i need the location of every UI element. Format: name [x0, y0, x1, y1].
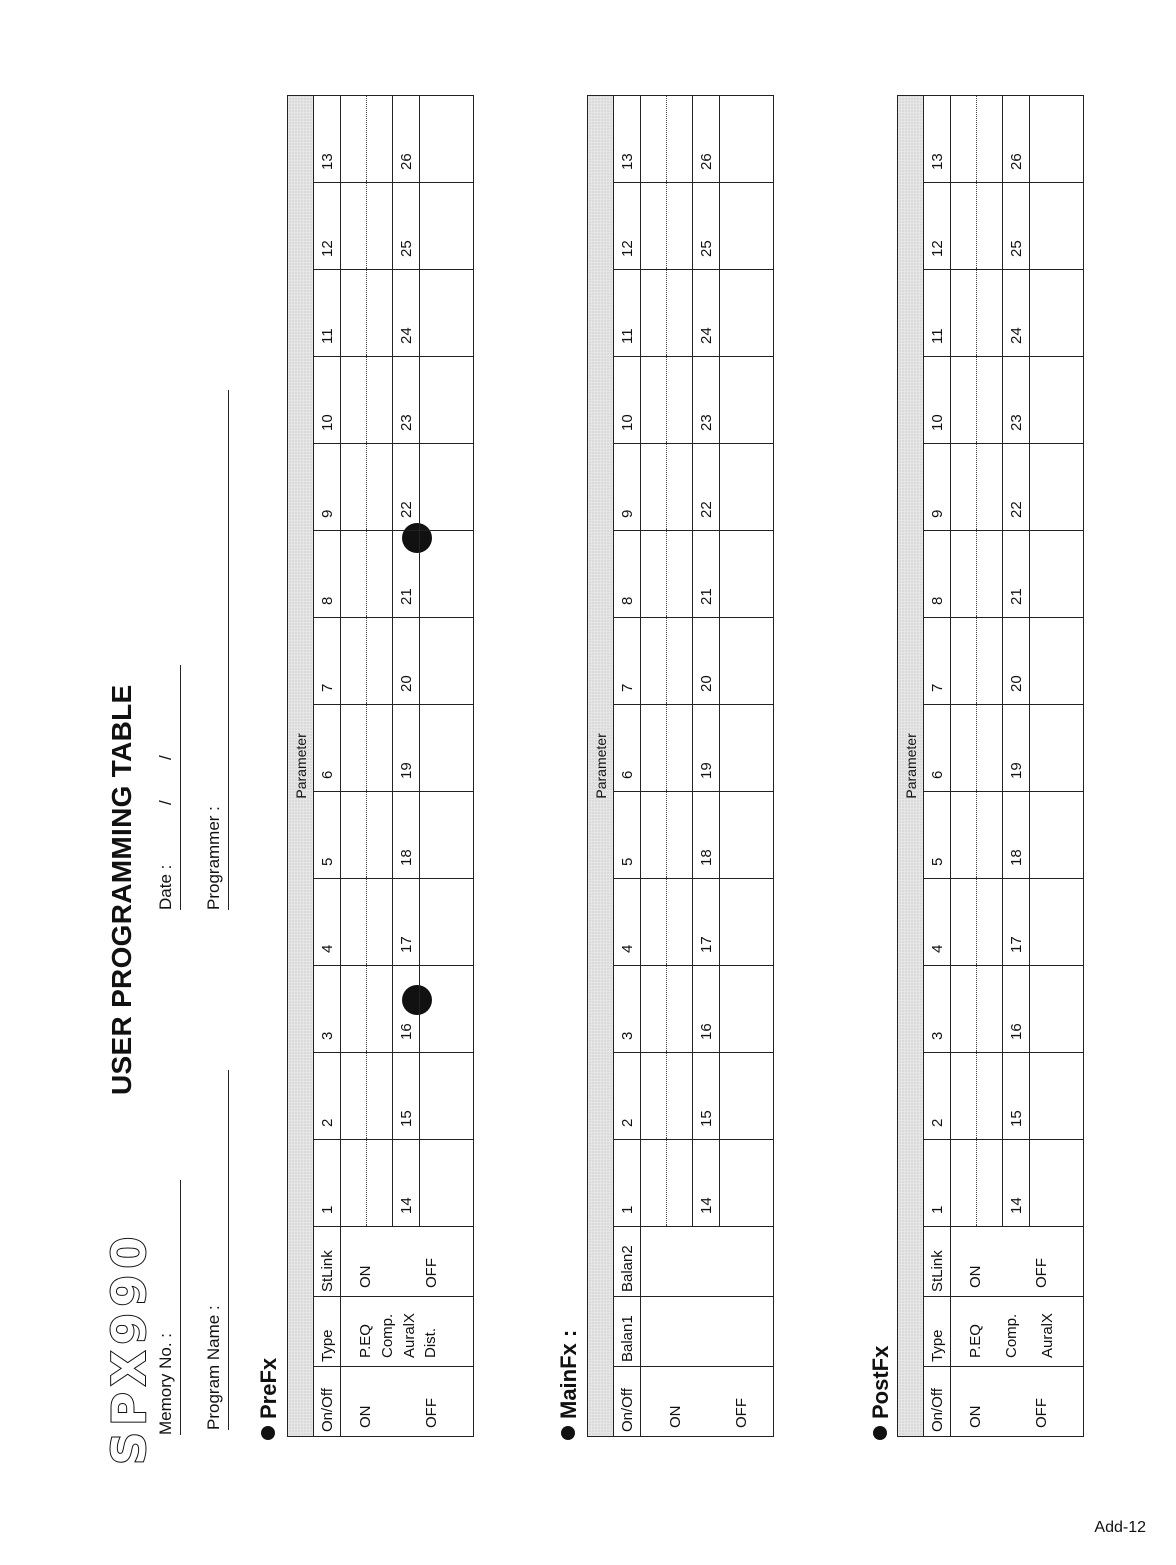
date-slash-1: / — [156, 800, 175, 805]
param-number: 18 — [693, 792, 720, 879]
param-number: 9 — [924, 444, 951, 531]
param-number: 19 — [1003, 705, 1030, 792]
param-number: 11 — [924, 270, 951, 357]
mainfx-title: MainFx : — [556, 1330, 582, 1440]
param-value-cell[interactable] — [951, 879, 977, 966]
param-value-cell[interactable] — [420, 357, 474, 444]
param-number: 20 — [1003, 618, 1030, 705]
param-number: 19 — [393, 705, 420, 792]
param-number: 23 — [393, 357, 420, 444]
param-number: 9 — [314, 444, 341, 531]
param-number: 26 — [393, 95, 420, 182]
param-value-cell[interactable] — [420, 1053, 474, 1140]
param-value-cell[interactable] — [420, 95, 474, 182]
param-number: 14 — [1003, 1140, 1030, 1227]
param-value-cell[interactable] — [951, 270, 977, 357]
param-value-cell[interactable] — [977, 1140, 1003, 1227]
param-number: 15 — [693, 1053, 720, 1140]
type-option[interactable]: AuralX — [1038, 1312, 1056, 1358]
param-number: 6 — [614, 705, 641, 792]
postfx-stlink-header: StLink — [924, 1227, 951, 1297]
param-value-cell[interactable] — [977, 95, 1003, 182]
param-value-cell[interactable] — [420, 966, 474, 1053]
param-value-cell[interactable] — [951, 966, 977, 1053]
param-value-cell[interactable] — [367, 792, 393, 879]
param-number: 3 — [614, 966, 641, 1053]
page-title: USER PROGRAMMING TABLE — [106, 684, 137, 1095]
param-number: 16 — [393, 966, 420, 1053]
param-value-cell[interactable] — [1030, 183, 1084, 270]
param-value-cell[interactable] — [977, 357, 1003, 444]
param-value-cell[interactable] — [420, 270, 474, 357]
param-value-cell[interactable] — [341, 705, 367, 792]
param-value-cell[interactable] — [720, 357, 774, 444]
param-value-cell[interactable] — [667, 792, 693, 879]
param-value-cell[interactable] — [977, 966, 1003, 1053]
param-value-cell[interactable] — [667, 270, 693, 357]
param-number: 11 — [314, 270, 341, 357]
param-value-cell[interactable] — [641, 705, 667, 792]
param-value-cell[interactable] — [951, 444, 977, 531]
stlink-option[interactable]: OFF — [1032, 1258, 1050, 1288]
postfx-table — [897, 95, 1084, 1437]
param-number: 4 — [614, 879, 641, 966]
postfx-type-header: Type — [924, 1297, 951, 1367]
param-value-cell[interactable] — [1030, 705, 1084, 792]
param-number: 18 — [393, 792, 420, 879]
param-value-cell[interactable] — [667, 183, 693, 270]
param-number: 24 — [393, 270, 420, 357]
param-value-cell[interactable] — [667, 618, 693, 705]
spx990-logo: SPX990 — [102, 1230, 156, 1465]
param-number: 23 — [1003, 357, 1030, 444]
onoff-option[interactable]: ON — [357, 1405, 374, 1428]
param-value-cell[interactable] — [667, 879, 693, 966]
mainfx-onoff-options — [641, 1367, 774, 1437]
param-value-cell[interactable] — [951, 531, 977, 618]
param-number: 22 — [693, 444, 720, 531]
param-number: 12 — [614, 183, 641, 270]
param-value-cell[interactable] — [720, 270, 774, 357]
param-number: 7 — [614, 618, 641, 705]
param-number: 25 — [693, 183, 720, 270]
param-value-cell[interactable] — [641, 531, 667, 618]
param-value-cell[interactable] — [641, 618, 667, 705]
mainfx-balan1-header: Balan1 — [614, 1297, 641, 1367]
param-value-cell[interactable] — [420, 792, 474, 879]
param-value-cell[interactable] — [977, 444, 1003, 531]
param-number: 16 — [1003, 966, 1030, 1053]
param-value-cell[interactable] — [341, 792, 367, 879]
param-value-cell[interactable] — [641, 95, 667, 182]
memory-no-label: Memory No. : — [156, 1332, 175, 1435]
param-value-cell[interactable] — [1030, 618, 1084, 705]
param-value-cell[interactable] — [720, 531, 774, 618]
param-value-cell[interactable] — [720, 1053, 774, 1140]
param-value-cell[interactable] — [951, 792, 977, 879]
param-value-cell[interactable] — [977, 618, 1003, 705]
balan1-value-cell[interactable] — [641, 1297, 774, 1367]
param-value-cell[interactable] — [1030, 270, 1084, 357]
param-value-cell[interactable] — [367, 270, 393, 357]
param-value-cell[interactable] — [367, 966, 393, 1053]
param-number: 10 — [314, 357, 341, 444]
param-value-cell[interactable] — [720, 1140, 774, 1227]
param-number: 9 — [614, 444, 641, 531]
programmer-label: Programmer : — [204, 806, 223, 910]
param-number: 21 — [693, 531, 720, 618]
param-number: 19 — [693, 705, 720, 792]
param-value-cell[interactable] — [367, 95, 393, 182]
param-number: 1 — [314, 1140, 341, 1227]
param-value-cell[interactable] — [341, 357, 367, 444]
param-value-cell[interactable] — [951, 618, 977, 705]
param-number: 3 — [924, 966, 951, 1053]
param-value-cell[interactable] — [1030, 1053, 1084, 1140]
param-value-cell[interactable] — [977, 705, 1003, 792]
prefx-table — [287, 95, 474, 1437]
param-number: 17 — [1003, 879, 1030, 966]
param-value-cell[interactable] — [641, 1053, 667, 1140]
param-number: 24 — [693, 270, 720, 357]
param-value-cell[interactable] — [977, 1053, 1003, 1140]
param-value-cell[interactable] — [641, 444, 667, 531]
param-value-cell[interactable] — [341, 879, 367, 966]
param-number: 17 — [693, 879, 720, 966]
param-number: 24 — [1003, 270, 1030, 357]
param-value-cell[interactable] — [420, 444, 474, 531]
param-value-cell[interactable] — [720, 966, 774, 1053]
param-value-cell[interactable] — [341, 1140, 367, 1227]
param-number: 8 — [614, 531, 641, 618]
param-value-cell[interactable] — [420, 183, 474, 270]
param-value-cell[interactable] — [1030, 95, 1084, 182]
date-slash-2: / — [156, 755, 175, 760]
param-number: 17 — [393, 879, 420, 966]
param-value-cell[interactable] — [977, 879, 1003, 966]
param-number: 2 — [924, 1053, 951, 1140]
param-number: 12 — [924, 183, 951, 270]
param-value-cell[interactable] — [667, 444, 693, 531]
stlink-option[interactable]: OFF — [422, 1258, 440, 1288]
param-value-cell[interactable] — [720, 705, 774, 792]
param-number: 5 — [924, 792, 951, 879]
onoff-option[interactable]: OFF — [422, 1398, 440, 1428]
onoff-option[interactable]: ON — [667, 1405, 684, 1428]
param-number: 12 — [314, 183, 341, 270]
param-number: 15 — [393, 1053, 420, 1140]
prefx-stlink-options — [341, 1227, 474, 1297]
param-number: 13 — [614, 95, 641, 182]
param-number: 26 — [1003, 95, 1030, 182]
type-option[interactable]: Comp. — [1002, 1313, 1020, 1358]
param-value-cell[interactable] — [341, 1053, 367, 1140]
param-number: 25 — [393, 183, 420, 270]
program-name-field[interactable] — [228, 1070, 229, 1430]
type-option[interactable]: P.EQ — [967, 1324, 984, 1358]
postfx-title: PostFx — [868, 1346, 894, 1440]
param-number: 20 — [393, 618, 420, 705]
type-option[interactable]: Comp. — [378, 1313, 396, 1358]
date-field[interactable] — [180, 665, 181, 910]
param-value-cell[interactable] — [367, 531, 393, 618]
param-number: 13 — [314, 95, 341, 182]
param-number: 10 — [614, 357, 641, 444]
param-number: 25 — [1003, 183, 1030, 270]
param-value-cell[interactable] — [667, 966, 693, 1053]
param-number: 23 — [693, 357, 720, 444]
param-number: 7 — [924, 618, 951, 705]
param-number: 7 — [314, 618, 341, 705]
param-value-cell[interactable] — [720, 792, 774, 879]
param-value-cell[interactable] — [977, 270, 1003, 357]
param-number: 5 — [614, 792, 641, 879]
postfx-type-options — [951, 1297, 1084, 1367]
param-number: 2 — [614, 1053, 641, 1140]
param-value-cell[interactable] — [420, 705, 474, 792]
param-number: 22 — [393, 444, 420, 531]
param-value-cell[interactable] — [720, 95, 774, 182]
param-number: 18 — [1003, 792, 1030, 879]
param-value-cell[interactable] — [641, 792, 667, 879]
param-number: 14 — [693, 1140, 720, 1227]
param-value-cell[interactable] — [1030, 531, 1084, 618]
prefx-stlink-header: StLink — [314, 1227, 341, 1297]
param-value-cell[interactable] — [341, 95, 367, 182]
param-number: 21 — [1003, 531, 1030, 618]
param-value-cell[interactable] — [720, 879, 774, 966]
prefx-parameter-header: Parameter — [288, 95, 314, 1436]
param-value-cell[interactable] — [367, 357, 393, 444]
param-number: 16 — [693, 966, 720, 1053]
param-number: 20 — [693, 618, 720, 705]
prefx-type-options — [341, 1297, 474, 1367]
param-value-cell[interactable] — [367, 618, 393, 705]
param-value-cell[interactable] — [667, 705, 693, 792]
stlink-option[interactable]: ON — [357, 1265, 374, 1288]
mainfx-balan2-header: Balan2 — [614, 1227, 641, 1297]
param-value-cell[interactable] — [720, 444, 774, 531]
onoff-option[interactable]: OFF — [732, 1398, 750, 1428]
mainfx-table — [587, 95, 774, 1437]
param-value-cell[interactable] — [720, 618, 774, 705]
date-label: Date : — [156, 864, 175, 910]
program-name-label: Program Name : — [204, 1305, 223, 1430]
param-number: 8 — [314, 531, 341, 618]
param-number: 4 — [314, 879, 341, 966]
param-value-cell[interactable] — [420, 1140, 474, 1227]
param-value-cell[interactable] — [367, 183, 393, 270]
param-value-cell[interactable] — [420, 531, 474, 618]
param-number: 6 — [314, 705, 341, 792]
page-number: Add-12 — [1094, 1519, 1146, 1536]
param-number: 14 — [393, 1140, 420, 1227]
param-value-cell[interactable] — [667, 531, 693, 618]
param-value-cell[interactable] — [1030, 792, 1084, 879]
param-value-cell[interactable] — [367, 879, 393, 966]
prefx-title: PreFx — [256, 1358, 282, 1440]
param-value-cell[interactable] — [977, 183, 1003, 270]
param-value-cell[interactable] — [341, 183, 367, 270]
param-value-cell[interactable] — [720, 183, 774, 270]
param-value-cell[interactable] — [951, 95, 977, 182]
param-value-cell[interactable] — [951, 357, 977, 444]
programmer-field[interactable] — [228, 390, 229, 910]
param-number: 8 — [924, 531, 951, 618]
postfx-stlink-options — [951, 1227, 1084, 1297]
param-value-cell[interactable] — [1030, 966, 1084, 1053]
param-value-cell[interactable] — [951, 1140, 977, 1227]
onoff-option[interactable]: ON — [967, 1405, 984, 1428]
param-value-cell[interactable] — [341, 270, 367, 357]
prefx-onoff-header: On/Off — [314, 1367, 341, 1437]
param-value-cell[interactable] — [641, 966, 667, 1053]
onoff-option[interactable]: OFF — [1032, 1398, 1050, 1428]
param-value-cell[interactable] — [641, 183, 667, 270]
prefx-onoff-options — [341, 1367, 474, 1437]
param-value-cell[interactable] — [420, 879, 474, 966]
param-number: 2 — [314, 1053, 341, 1140]
param-number: 1 — [924, 1140, 951, 1227]
type-option[interactable]: P.EQ — [357, 1324, 374, 1358]
param-number: 22 — [1003, 444, 1030, 531]
param-value-cell[interactable] — [977, 531, 1003, 618]
type-option[interactable]: AuralX — [400, 1312, 418, 1358]
param-value-cell[interactable] — [420, 618, 474, 705]
param-value-cell[interactable] — [667, 95, 693, 182]
param-number: 15 — [1003, 1053, 1030, 1140]
param-value-cell[interactable] — [1030, 879, 1084, 966]
param-value-cell[interactable] — [367, 1140, 393, 1227]
param-value-cell[interactable] — [1030, 1140, 1084, 1227]
param-number: 26 — [693, 95, 720, 182]
param-value-cell[interactable] — [977, 792, 1003, 879]
memory-no-field[interactable] — [180, 1180, 181, 1435]
mainfx-onoff-header: On/Off — [614, 1367, 641, 1437]
param-value-cell[interactable] — [341, 618, 367, 705]
param-number: 1 — [614, 1140, 641, 1227]
param-value-cell[interactable] — [1030, 357, 1084, 444]
param-value-cell[interactable] — [341, 444, 367, 531]
param-number: 3 — [314, 966, 341, 1053]
param-number: 21 — [393, 531, 420, 618]
param-number: 5 — [314, 792, 341, 879]
param-value-cell[interactable] — [341, 966, 367, 1053]
balan2-value-cell[interactable] — [641, 1227, 774, 1297]
param-value-cell[interactable] — [1030, 444, 1084, 531]
param-value-cell[interactable] — [951, 705, 977, 792]
param-value-cell[interactable] — [951, 1053, 977, 1140]
param-number: 10 — [924, 357, 951, 444]
param-value-cell[interactable] — [667, 1140, 693, 1227]
param-value-cell[interactable] — [667, 1053, 693, 1140]
type-option[interactable]: Dist. — [422, 1328, 440, 1358]
param-number: 11 — [614, 270, 641, 357]
param-number: 6 — [924, 705, 951, 792]
param-number: 4 — [924, 879, 951, 966]
param-value-cell[interactable] — [641, 1140, 667, 1227]
param-value-cell[interactable] — [641, 879, 667, 966]
param-value-cell[interactable] — [367, 444, 393, 531]
param-value-cell[interactable] — [667, 357, 693, 444]
mainfx-parameter-header: Parameter — [588, 95, 614, 1436]
param-value-cell[interactable] — [367, 1053, 393, 1140]
postfx-onoff-options — [951, 1367, 1084, 1437]
param-value-cell[interactable] — [641, 357, 667, 444]
postfx-parameter-header: Parameter — [898, 95, 924, 1436]
param-value-cell[interactable] — [951, 183, 977, 270]
param-number: 13 — [924, 95, 951, 182]
param-value-cell[interactable] — [341, 531, 367, 618]
param-value-cell[interactable] — [367, 705, 393, 792]
param-value-cell[interactable] — [641, 270, 667, 357]
stlink-option[interactable]: ON — [967, 1265, 984, 1288]
postfx-onoff-header: On/Off — [924, 1367, 951, 1437]
prefx-type-header: Type — [314, 1297, 341, 1367]
